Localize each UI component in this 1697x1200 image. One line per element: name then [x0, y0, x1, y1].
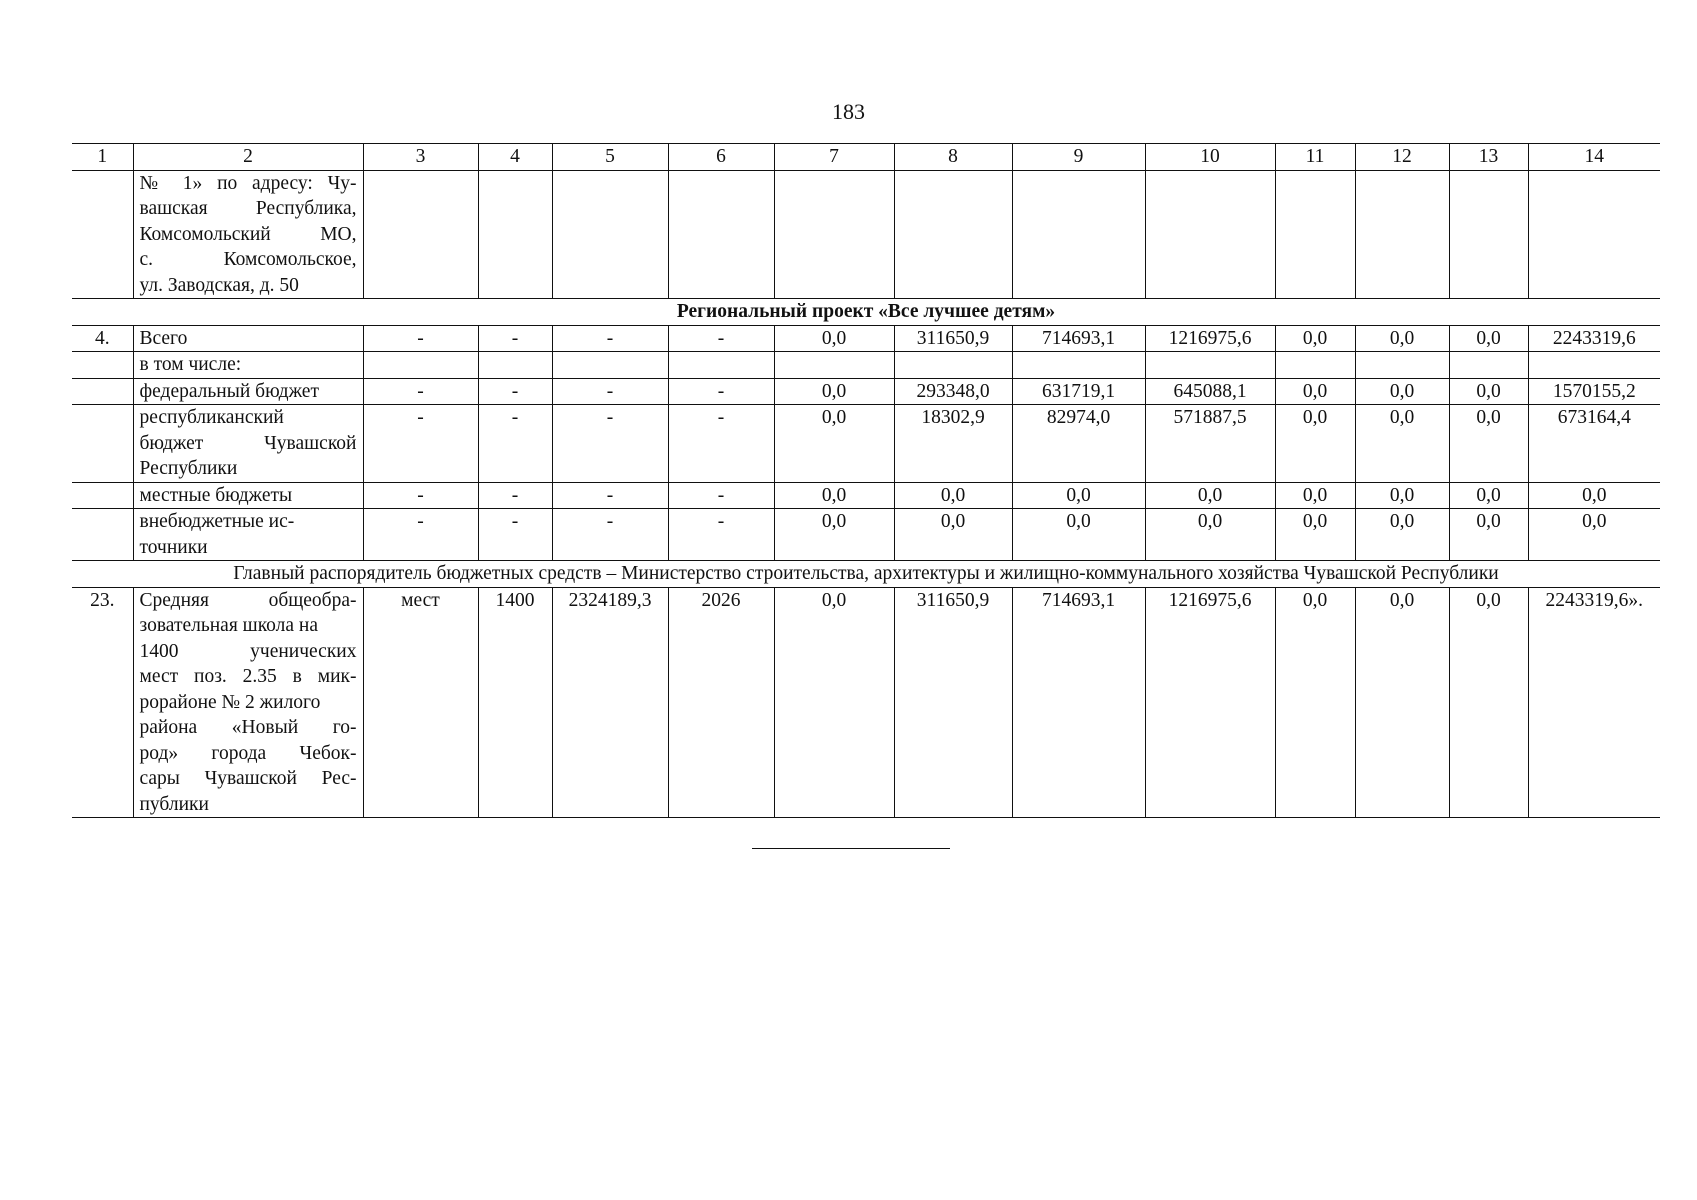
name-line: мест поз. 2.35 в мик- — [139, 666, 357, 687]
empty-cell — [72, 482, 133, 509]
column-header: 3 — [363, 144, 478, 171]
name-line: Республики — [139, 458, 238, 479]
empty-cell — [774, 352, 894, 379]
cell-c9: 714693,1 — [1012, 325, 1145, 352]
cell-c8: 311650,9 — [894, 325, 1012, 352]
row-label — [133, 405, 363, 483]
cell-c12: 0,0 — [1355, 509, 1449, 561]
empty-cell — [363, 352, 478, 379]
empty-cell — [72, 352, 133, 379]
empty-cell — [478, 170, 552, 299]
object-name-cell — [133, 170, 363, 299]
empty-cell — [1449, 352, 1528, 379]
empty-cell — [1528, 170, 1660, 299]
cell-c6: - — [668, 405, 774, 483]
empty-cell — [552, 352, 668, 379]
cell-c5: - — [552, 482, 668, 509]
column-header: 10 — [1145, 144, 1275, 171]
column-header: 8 — [894, 144, 1012, 171]
cell-c11: 0,0 — [1275, 587, 1355, 818]
cell-c11: 0,0 — [1275, 509, 1355, 561]
cell-c5: - — [552, 378, 668, 405]
cell-c3: - — [363, 378, 478, 405]
row-number-cell — [72, 170, 133, 299]
cell-c8: 311650,9 — [894, 587, 1012, 818]
empty-cell — [1012, 170, 1145, 299]
cell-c12: 0,0 — [1355, 587, 1449, 818]
budget-authority: Главный распорядитель бюджетных средств – Министерство строительства, архитектуры и жилищно-коммунального хозяйства Чувашской Республики — [72, 561, 1660, 588]
row-number: 23. — [72, 587, 133, 818]
column-header: 6 — [668, 144, 774, 171]
empty-cell — [894, 352, 1012, 379]
name-line: внебюджетные ис- — [139, 511, 295, 532]
cell-c10: 1216975,6 — [1145, 587, 1275, 818]
empty-cell — [72, 509, 133, 561]
cell-c12: 0,0 — [1355, 405, 1449, 483]
cell-c10: 645088,1 — [1145, 378, 1275, 405]
empty-cell — [668, 352, 774, 379]
cell-c14: 0,0 — [1528, 509, 1660, 561]
column-header: 5 — [552, 144, 668, 171]
empty-cell — [363, 170, 478, 299]
cell-c9: 714693,1 — [1012, 587, 1145, 818]
cell-c8: 293348,0 — [894, 378, 1012, 405]
column-header: 13 — [1449, 144, 1528, 171]
name-line: публики — [139, 793, 209, 815]
cell-c13: 0,0 — [1449, 405, 1528, 483]
republican-budget-row — [72, 405, 1660, 483]
cell-c4: - — [478, 405, 552, 483]
row-label: в том числе: — [133, 352, 363, 379]
column-header: 1 — [72, 144, 133, 171]
object-name-cell — [133, 587, 363, 818]
cell-c10: 0,0 — [1145, 509, 1275, 561]
cell-c9: 0,0 — [1012, 482, 1145, 509]
total-row — [72, 325, 1660, 352]
cell-c4: - — [478, 325, 552, 352]
cell-c8: 0,0 — [894, 509, 1012, 561]
cell-c9: 631719,1 — [1012, 378, 1145, 405]
cell-c7: 0,0 — [774, 405, 894, 483]
cell-c3: - — [363, 509, 478, 561]
row-label — [133, 509, 363, 561]
cell-c7: 0,0 — [774, 378, 894, 405]
empty-cell — [1528, 352, 1660, 379]
empty-cell — [1355, 170, 1449, 299]
empty-cell — [1355, 352, 1449, 379]
cell-c4: 1400 — [478, 587, 552, 818]
name-line: сары Чувашской Рес- — [139, 768, 357, 789]
name-line: республиканский — [139, 407, 284, 428]
empty-cell — [478, 352, 552, 379]
name-line: 1400 ученических — [139, 640, 357, 662]
including-row — [72, 352, 1660, 379]
name-line: Средняя общеобра- — [139, 589, 357, 611]
section-title-row — [72, 299, 1660, 326]
name-line: с. Комсомольское, — [139, 249, 357, 270]
cell-c12: 0,0 — [1355, 482, 1449, 509]
cell-c3: мест — [363, 587, 478, 818]
page-number: 183 — [832, 99, 865, 124]
cell-c13: 0,0 — [1449, 325, 1528, 352]
cell-c5: - — [552, 405, 668, 483]
column-header: 7 — [774, 144, 894, 171]
empty-cell — [1145, 352, 1275, 379]
column-header: 4 — [478, 144, 552, 171]
name-line: род» города Чебок- — [139, 742, 357, 764]
cell-c10: 1216975,6 — [1145, 325, 1275, 352]
budget-authority-row — [72, 561, 1660, 588]
column-number-header-row — [72, 144, 1660, 171]
budget-table — [72, 143, 1660, 818]
cell-c7: 0,0 — [774, 325, 894, 352]
cell-c14: 0,0 — [1528, 482, 1660, 509]
cell-c14: 2243319,6 — [1528, 325, 1660, 352]
name-line: ул. Заводская, д. 50 — [139, 274, 299, 296]
name-line: зовательная школа на — [139, 615, 319, 636]
cell-c11: 0,0 — [1275, 482, 1355, 509]
school-object-row — [72, 587, 1660, 818]
cell-c8: 0,0 — [894, 482, 1012, 509]
cell-c6: - — [668, 482, 774, 509]
continuation-row — [72, 170, 1660, 299]
cell-c4: - — [478, 378, 552, 405]
name-line: бюджет Чувашской — [139, 432, 357, 454]
cell-c11: 0,0 — [1275, 405, 1355, 483]
cell-c3: - — [363, 325, 478, 352]
cell-c3: - — [363, 482, 478, 509]
empty-cell — [668, 170, 774, 299]
cell-c12: 0,0 — [1355, 325, 1449, 352]
section-title: Региональный проект «Все лучшее детям» — [72, 299, 1660, 326]
empty-cell — [1275, 170, 1355, 299]
row-label: местные бюджеты — [133, 482, 363, 509]
cell-c4: - — [478, 509, 552, 561]
cell-c10: 571887,5 — [1145, 405, 1275, 483]
cell-c13: 0,0 — [1449, 482, 1528, 509]
cell-c7: 0,0 — [774, 482, 894, 509]
empty-cell — [774, 170, 894, 299]
local-budgets-row — [72, 482, 1660, 509]
empty-cell — [1012, 352, 1145, 379]
cell-c7: 0,0 — [774, 509, 894, 561]
column-header: 12 — [1355, 144, 1449, 171]
cell-c4: - — [478, 482, 552, 509]
cell-c5: - — [552, 325, 668, 352]
cell-c14: 1570155,2 — [1528, 378, 1660, 405]
row-label: Всего — [133, 325, 363, 352]
empty-cell — [72, 378, 133, 405]
cell-c12: 0,0 — [1355, 378, 1449, 405]
cell-c13: 0,0 — [1449, 378, 1528, 405]
cell-c14: 673164,4 — [1528, 405, 1660, 483]
cell-c6: - — [668, 378, 774, 405]
cell-c13: 0,0 — [1449, 587, 1528, 818]
cell-c13: 0,0 — [1449, 509, 1528, 561]
closing-rule — [752, 848, 950, 849]
cell-c9: 0,0 — [1012, 509, 1145, 561]
cell-c8: 18302,9 — [894, 405, 1012, 483]
federal-budget-row — [72, 378, 1660, 405]
column-header: 2 — [133, 144, 363, 171]
empty-cell — [894, 170, 1012, 299]
cell-c11: 0,0 — [1275, 378, 1355, 405]
cell-c9: 82974,0 — [1012, 405, 1145, 483]
name-line: Комсомольский МО, — [139, 223, 357, 245]
cell-c11: 0,0 — [1275, 325, 1355, 352]
column-header: 14 — [1528, 144, 1660, 171]
name-line: рорайоне № 2 жилого — [139, 691, 321, 713]
name-line: района «Новый го- — [139, 717, 357, 738]
extrabudgetary-row — [72, 509, 1660, 561]
name-line: № 1» по адресу: Чу- — [139, 172, 357, 194]
empty-cell — [1449, 170, 1528, 299]
empty-cell — [552, 170, 668, 299]
name-line: точники — [139, 536, 208, 558]
column-header: 9 — [1012, 144, 1145, 171]
cell-c5: 2324189,3 — [552, 587, 668, 818]
name-line: вашская Республика, — [139, 198, 357, 219]
cell-c7: 0,0 — [774, 587, 894, 818]
empty-cell — [1275, 352, 1355, 379]
row-number: 4. — [72, 325, 133, 352]
cell-c10: 0,0 — [1145, 482, 1275, 509]
cell-c6: - — [668, 325, 774, 352]
row-label: федеральный бюджет — [133, 378, 363, 405]
cell-c3: - — [363, 405, 478, 483]
empty-cell — [72, 405, 133, 483]
empty-cell — [1145, 170, 1275, 299]
cell-c6: 2026 — [668, 587, 774, 818]
cell-c5: - — [552, 509, 668, 561]
column-header: 11 — [1275, 144, 1355, 171]
cell-c14: 2243319,6». — [1528, 587, 1660, 818]
cell-c6: - — [668, 509, 774, 561]
